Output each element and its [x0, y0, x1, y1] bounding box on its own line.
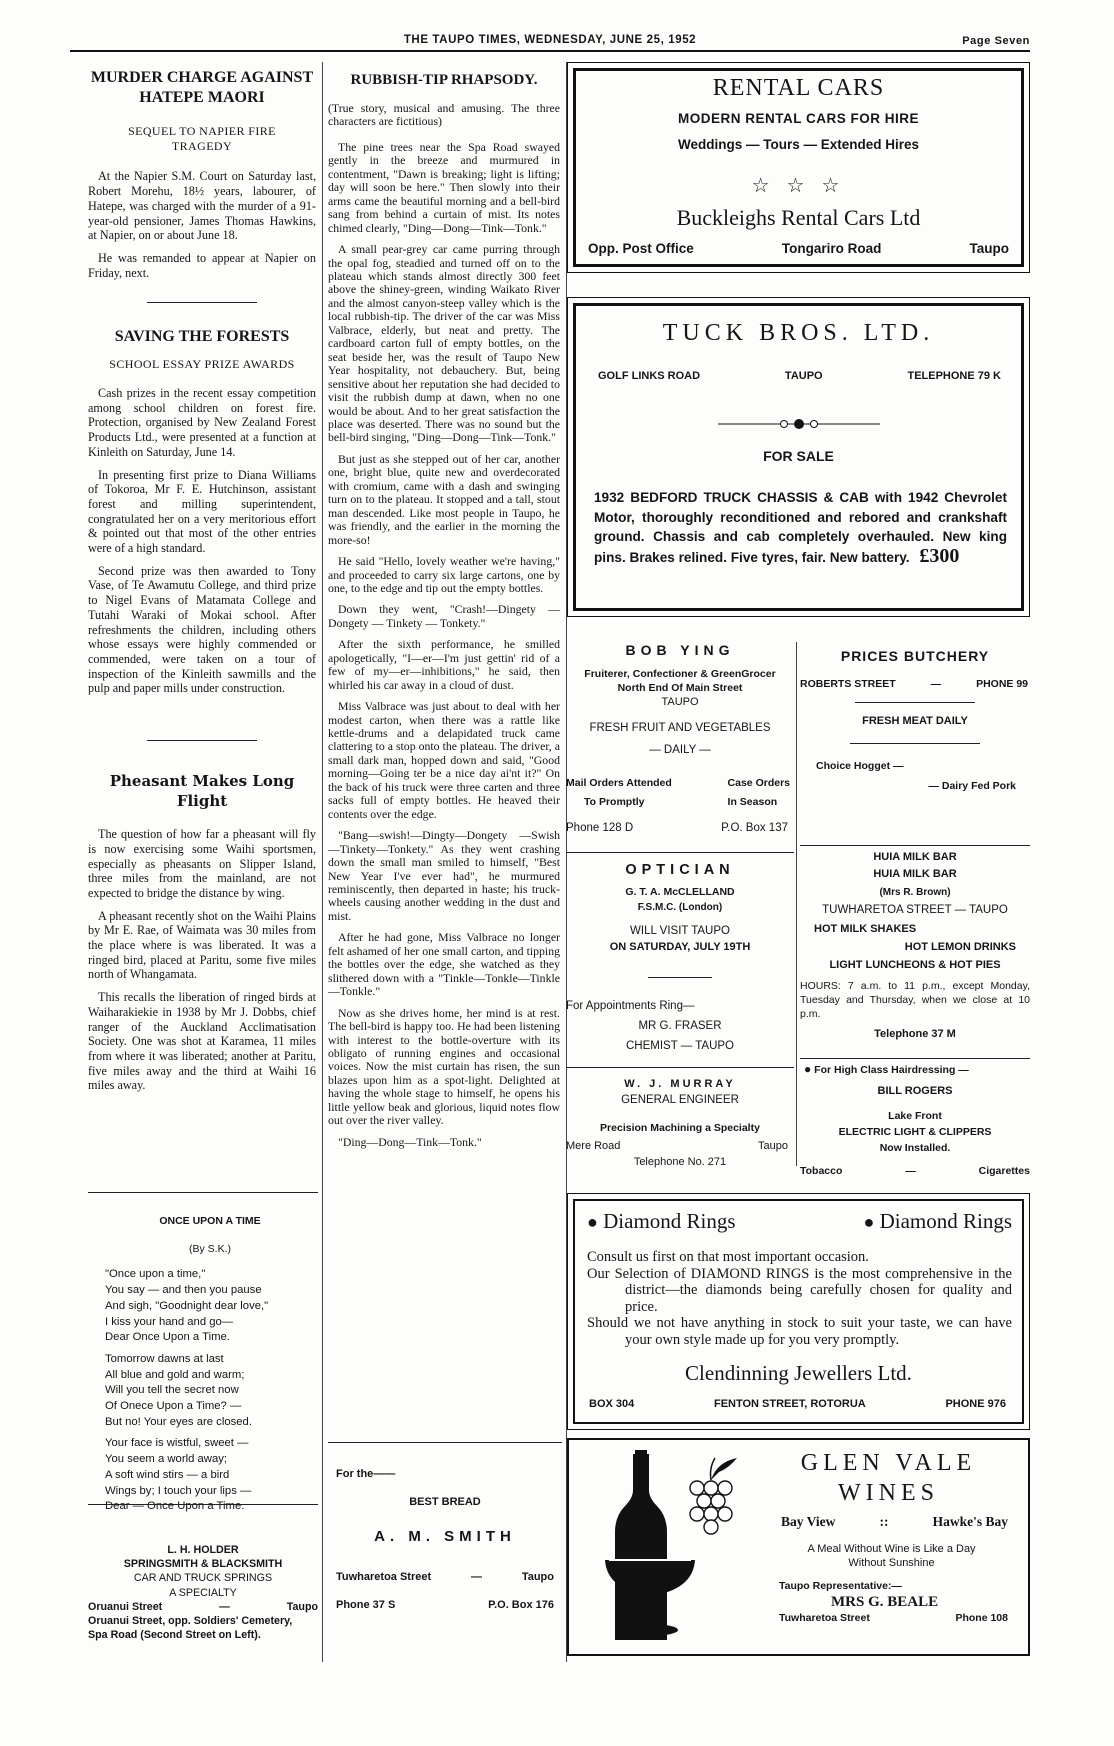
huia-ad — [800, 850, 1030, 1042]
poem-line: Your face is wistful, sweet — — [105, 1437, 249, 1450]
poem — [105, 1214, 315, 1515]
page-number: Page Seven — [962, 35, 1030, 47]
murray-specialty: Precision Machining a Specialty — [600, 1122, 760, 1134]
bobying-contact — [566, 822, 794, 834]
tuck-price: £300 — [919, 544, 960, 567]
rubbish-paragraph-10: Now as she drives home, her mind is at rest. The bell-bird is happy too. He had been listening with interest to the bottle-overture with its obligato of running engines and occasional voices. Now the mist curtain has risen, the sun blazes upon him as a spot-light. Delighted at having the whole stage to himself, he opens his little yellow beak and glorious, liquid notes flow out over the river valley. — [328, 1005, 560, 1128]
bread-box: P.O. Box 176 — [488, 1599, 554, 1611]
rubbish-paragraph-1: The pine trees near the Spa Road swayed gently in the breeze and murmured in contentment, "Dawn is breaking; light is lifting; day will soon be here." Then slowly into their arms came the beautiful morning and a bell-bird sang from behind a curtain of mist. Its notes chimed clearly, "Ding—Dong—Tink—Tonk." — [328, 139, 560, 235]
wines-rep-label: Taupo Representative:— — [779, 1580, 902, 1592]
rubbish-paragraph-9: After he had gone, Miss Valbrace no longer felt ashamed of her one small carton, and tipping the bottles over the edge, she watched as they slithered down with a "Tinkle—Tonkle—Tinkle—Tonkle." — [328, 930, 560, 999]
rental-subtitle: MODERN RENTAL CARS FOR HIRE — [677, 111, 919, 126]
ornament-divider-icon — [718, 418, 880, 430]
wines-slogan-1: A Meal Without Wine is Like a Day — [807, 1543, 976, 1555]
bread-street: Tuwharetoa Street — [336, 1571, 432, 1583]
wines-rep-phone: Phone 108 — [955, 1612, 1008, 1624]
huia-title-1: HUIA MILK BAR — [873, 851, 957, 863]
poem-line: Dear — Once Upon a Time. — [105, 1500, 245, 1513]
rental-address — [588, 241, 1009, 256]
poem-line: But no! Your eyes are closed. — [105, 1415, 252, 1428]
bobying-case — [728, 774, 794, 812]
tuck-body: 1932 BEDFORD TRUCK CHASSIS & CAB with 1942 Chevrolet Motor, thoroughly reconditioned and rebored and crankshaft ground. Chassis and cab completely overhauled. New king pins. Brakes relined. Five tyres, fair. New battery. — [594, 490, 1007, 565]
rogers-products — [800, 1164, 1030, 1179]
prices-dash: — — [930, 678, 942, 690]
poem-title: ONCE UPON A TIME — [159, 1215, 261, 1227]
bread-phone: Phone 37 S — [336, 1599, 396, 1611]
star-icon: ☆ ☆ ☆ — [751, 175, 846, 197]
rubbish-paragraph-7: Miss Valbrace was just about to deal with her modest carton, when there was a rattle like kettle-drums and a delapidated truck came clattering to a stop onto the plateau. The driver, a small dark man, hopped down and said, "Good morning—Going ter be a nice day ai'nt it?" On the back of his truck were three carten and three sacks full of empty bottles. He heaved their contents over the edge. — [328, 699, 560, 821]
forests-paragraph-3: Second prize was then awarded to Tony Vase, of Te Awamutu College, and third prize to Nigel Evans of Matamata College and Tutahi Waraki of Mokai school. After refreshments the children, including others whose essays were highly commended or commended, were taken on a tour of inspection of the Kinleith sawmills and the pulp and paper mills under construction. — [88, 563, 316, 696]
tuck-road: GOLF LINKS ROAD — [598, 370, 701, 382]
bobying-mail-1: Mail Orders Attended — [566, 777, 672, 789]
poem-line: You seem a world away; — [105, 1453, 228, 1466]
diamond-para-3: Should we not have anything in stock to suit your taste, we can have your own style made up for you very promptly. — [587, 1315, 1012, 1348]
wines-rep-name: MRS G. BEALE — [831, 1594, 939, 1610]
pheasant-headline-line-2: Flight — [176, 792, 228, 811]
holder-town: Taupo — [286, 1600, 318, 1613]
holder-address-2: Oruanui Street, opp. Soldiers' Cemetery, — [88, 1615, 293, 1628]
wines-place-sep: :: — [879, 1514, 889, 1529]
murray-ad — [566, 1078, 794, 1168]
poem-line: A soft wind stirs — a bird — [105, 1468, 230, 1481]
murray-trade: GENERAL ENGINEER — [621, 1094, 739, 1106]
murray-road: Mere Road — [566, 1140, 621, 1152]
wines-ad — [567, 1438, 1030, 1656]
forests-paragraph-2: In presenting first prize to Diana Williams of Tokoroa, Mr F. E. Hutchinson, assistant forest and milling superintendent, congratulated her on a very meritorious effort & pointed out that most of the other entries were of a high standard. — [88, 467, 316, 556]
bread-for-the: For the—— — [336, 1468, 396, 1480]
holder-trade: SPRINGSMITH & BLACKSMITH — [123, 1558, 283, 1571]
poem-stanza-1 — [105, 1267, 315, 1346]
divider — [147, 302, 257, 303]
murder-paragraph-1: At the Napier S.M. Court on Saturday last, Robert Morehu, 18½ years, labourer, of Hatepe, was charged with the murder of a 91-year-old pensioner, James Thomas Hawkins, at Napier, on or about June 18. — [88, 169, 316, 243]
huia-shakes: HOT MILK SHAKES — [814, 923, 917, 935]
murray-address — [566, 1140, 794, 1152]
rogers-service: ELECTRIC LIGHT & CLIPPERS — [838, 1126, 992, 1138]
bread-baker: A. M. SMITH — [374, 1528, 516, 1545]
rogers-dash: — — [905, 1165, 916, 1177]
rubbish-paragraph-4: He said "Hello, lovely weather we're having," and proceeded to carry six large cartons, one by one, to the edge and tip out the empty bottles. — [328, 554, 560, 595]
bobying-town: TAUPO — [661, 696, 699, 708]
poem-line: Of Onece Upon a Time? — — [105, 1400, 242, 1413]
diamond-title-right: Diamond Rings — [879, 1209, 1012, 1233]
rubbish-paragraph-6: After the sixth performance, he smilled apologetically, "I—er—I'm just gettin' rid of a few of my—er—inhibitions," he said, then whirled his car away in a cloud of dust. — [328, 637, 560, 692]
poem-line: And sigh, "Goodnight dear love," — [105, 1299, 269, 1312]
bullet-icon: ● — [587, 1212, 598, 1232]
wine-bottle-and-glass-icon — [585, 1448, 755, 1648]
holder-street: Oruanui Street — [88, 1600, 163, 1613]
bobying-title: BOB YING — [625, 642, 735, 658]
bread-address — [336, 1571, 554, 1583]
rubbish-paragraph-8: "Bang—swish!—Dingty—Dongety —Swish—Tinkety—Tonkety." As they went crashing down the small man smiled to himself, "Best New Year I've ever had", he murmured reminiscently, then departed in haste; his truck-wheels causing another wedding in the dust and mist. — [328, 828, 560, 923]
bobying-case-1: Case Orders — [727, 777, 790, 789]
column-1 — [88, 68, 316, 1101]
wines-title-1: GLEN VALE — [800, 1450, 977, 1476]
optician-agent-role: CHEMIST — TAUPO — [626, 1040, 734, 1052]
tuck-address — [598, 370, 1001, 382]
divider — [566, 1067, 794, 1068]
bobying-location: North End Of Main Street — [617, 682, 743, 694]
prices-street: ROBERTS STREET — [800, 678, 896, 690]
divider — [566, 852, 794, 853]
diamond-line-1: Consult us first on that most important occasion. — [587, 1249, 869, 1265]
optician-ad — [566, 862, 794, 1052]
poem-line: Will you tell the secret now — [105, 1384, 239, 1397]
prices-title: PRICES BUTCHERY — [840, 648, 990, 664]
rubbish-paragraph-2: A small pear-grey car came purring through the opal fog, steadied and turned off on to the plateau which stands almost directly 300 feet above the shiney-green, winding Waikato River and the almost canyon-steep valley which is the local rubbish-tip. The driver of the car was Miss Valbrace, elderly, but neat and pretty. The cardboard carton full of empty bottles, on the seat beside her, was the result of Taupo New Year hospitality, not debauchery. But, being sensitive about her reputation she had decided to visit the rubbish dump at dawn, when no one would be about. And to her great satisfaction the place was deserted. There was no sound but the bell-bird singing, "Ding—Dong—Tink—Tonk." — [328, 242, 560, 445]
holder-dash: — — [219, 1600, 230, 1613]
poem-line: Wings by; I touch your lips — — [105, 1484, 252, 1497]
optician-name: G. T. A. McCLELLAND — [625, 886, 735, 898]
poem-stanza-2 — [105, 1352, 315, 1431]
diamond-body — [587, 1249, 1012, 1349]
bullet-icon: ● — [804, 1062, 812, 1076]
prices-address — [800, 678, 1030, 690]
murray-name: W. J. MURRAY — [624, 1078, 736, 1090]
wines-rep-contact — [779, 1612, 1008, 1624]
rental-addr-right: Taupo — [969, 241, 1009, 256]
prices-fresh: FRESH MEAT DAILY — [862, 715, 968, 727]
murray-town: Taupo — [758, 1140, 788, 1152]
diamond-title — [587, 1209, 1012, 1234]
murder-subhead — [88, 124, 316, 153]
rubbish-headline: RUBBISH-TIP RHAPSODY. — [350, 72, 538, 88]
diamond-title-left: Diamond Rings — [603, 1209, 736, 1233]
rental-addr-mid: Tongariro Road — [781, 241, 882, 256]
divider — [800, 1058, 1030, 1059]
wines-title — [755, 1448, 1022, 1508]
poem-line: Tomorrow dawns at last — [105, 1352, 224, 1365]
murder-headline-line-2: HATEPE MAORI — [139, 89, 265, 106]
bobying-trade: Fruiterer, Confectioner & GreenGrocer — [584, 668, 776, 680]
huia-street: TUWHARETOA STREET — TAUPO — [822, 904, 1008, 916]
rental-company: Buckleighs Rental Cars Ltd — [676, 205, 921, 230]
huia-food: LIGHT LUNCHEONS & HOT PIES — [829, 959, 1001, 971]
forests-paragraph-1: Cash prizes in the recent essay competition among school children on forest fire. Protection, organised by New Zealand Forest Products Ltd., were presented at a function at Kinleith on Saturday, June 14. — [88, 386, 316, 459]
tuck-ad — [573, 303, 1024, 611]
wines-place-right: Hawke's Bay — [932, 1514, 1008, 1529]
diamond-ad — [573, 1199, 1024, 1424]
poem-line: You say — and then you pause — [105, 1284, 262, 1297]
bobying-produce: FRESH FRUIT AND VEGETABLES — [589, 722, 771, 734]
bobying-mail — [566, 774, 672, 812]
rental-ad — [573, 68, 1024, 267]
wines-title-2: WINES — [838, 1480, 939, 1506]
masthead — [70, 32, 1030, 52]
tuck-town: TAUPO — [784, 370, 823, 382]
optician-title: OPTICIAN — [625, 862, 735, 878]
diamond-title-right-wrap — [863, 1209, 1012, 1234]
huia-owner: (Mrs R. Brown) — [879, 887, 951, 898]
divider — [855, 702, 975, 703]
prices-ad — [800, 648, 1030, 792]
diamond-para-2: Our Selection of DIAMOND RINGS is the most comprehensive in the district—the diamonds being carefully chosen for quality and price. — [587, 1265, 1012, 1315]
holder-line-2: A SPECIALTY — [169, 1586, 237, 1599]
divider — [850, 743, 980, 744]
holder-address-3: Spa Road (Second Street on Left). — [88, 1629, 261, 1642]
bobying-mail-2: To Promptly — [584, 796, 645, 808]
optician-agent: MR G. FRASER — [638, 1020, 722, 1032]
divider — [648, 977, 712, 978]
huia-title-2: HUIA MILK BAR — [873, 868, 957, 880]
bread-dash: — — [470, 1571, 482, 1583]
tuck-description — [594, 488, 1007, 567]
bread-town: Taupo — [521, 1571, 554, 1583]
prices-hogget: Choice Hogget — — [816, 760, 904, 772]
huia-phone: Telephone 37 M — [874, 1028, 956, 1040]
optician-quals: F.S.M.C. (London) — [637, 902, 723, 913]
prices-phone: PHONE 99 — [976, 678, 1028, 690]
bobying-phone: Phone 128 D — [566, 822, 634, 834]
forests-headline: SAVING THE FORESTS — [114, 328, 290, 346]
poem-line: "Once upon a time," — [105, 1268, 206, 1281]
tuck-for-sale: FOR SALE — [763, 448, 834, 464]
poem-line: Dear Once Upon a Time. — [105, 1331, 230, 1344]
divider — [328, 1442, 562, 1443]
tuck-title: TUCK BROS. LTD. — [662, 320, 935, 346]
huia-hours: HOURS: 7 a.m. to 11 p.m., except Monday, Tuesday and Thursday, when we close at 10 p.m. — [800, 980, 1030, 1020]
rental-addr-left: Opp. Post Office — [588, 241, 694, 256]
murray-phone: Telephone No. 271 — [633, 1156, 727, 1168]
murder-headline-line-1: MURDER CHARGE AGAINST — [90, 69, 314, 86]
forests-subhead: SCHOOL ESSAY PRIZE AWARDS — [109, 357, 295, 372]
rubbish-paragraph-11: "Ding—Dong—Tink—Tonk." — [338, 1134, 482, 1149]
murder-headline — [88, 68, 316, 108]
bobying-orders — [566, 774, 794, 812]
diamond-title-left-wrap — [587, 1209, 736, 1234]
tuck-phone: TELEPHONE 79 K — [907, 370, 1001, 382]
divider — [147, 740, 257, 741]
optician-visit: WILL VISIT TAUPO — [630, 925, 730, 937]
diamond-address — [589, 1398, 1006, 1410]
poem-byline: (By S.K.) — [188, 1242, 231, 1255]
holder-line-1: CAR AND TRUCK SPRINGS — [133, 1572, 273, 1585]
optician-date: ON SATURDAY, JULY 19TH — [609, 941, 751, 953]
holder-name: L. H. HOLDER — [167, 1544, 239, 1556]
bobying-daily: — DAILY — — [649, 744, 711, 756]
bobying-ad — [566, 642, 794, 834]
bread-ad — [336, 1468, 554, 1611]
rogers-cigarettes: Cigarettes — [978, 1165, 1030, 1177]
pheasant-headline-line-1: Pheasant Makes Long — [109, 772, 295, 791]
rogers-tobacco: Tobacco — [800, 1165, 843, 1177]
wines-place-left: Bay View — [781, 1514, 836, 1529]
rogers-place: Lake Front — [888, 1110, 942, 1122]
wines-rep-street: Tuwharetoa Street — [779, 1612, 870, 1624]
rogers-ad — [800, 1062, 1030, 1179]
murder-subhead-line-2: TRAGEDY — [171, 138, 233, 153]
rogers-name: BILL ROGERS — [877, 1085, 953, 1097]
rogers-installed: Now Installed. — [879, 1142, 951, 1154]
rental-title: RENTAL CARS — [712, 75, 885, 101]
murder-paragraph-2: He was remanded to appear at Napier on Friday, next. — [88, 250, 316, 280]
bobying-box: P.O. Box 137 — [721, 822, 788, 834]
diamond-street: FENTON STREET, ROTORUA — [713, 1398, 866, 1410]
rubbish-paragraph-5: Down they went, "Crash!—Dingety — Dongety — Tinkety — Tonkety." — [328, 602, 560, 630]
ad-column-rule — [796, 642, 797, 1166]
pheasant-paragraph-2: A pheasant recently shot on the Waihi Plains by Mr E. Rae, of Waimata was 30 miles from the place where is was liberated. It was a ringed bird, placed at Paritu, some five miles north of Whangamata. — [88, 908, 316, 982]
rogers-tagline-text: For High Class Hairdressing — — [814, 1064, 969, 1076]
wines-slogan-2: Without Sunshine — [848, 1557, 935, 1569]
prices-pork: — Dairy Fed Pork — [928, 780, 1016, 792]
column-2 — [328, 70, 560, 1157]
pheasant-paragraph-3: This recalls the liberation of ringed birds at Waiharakiekie in 1938 by Mr J. Dobbs, chief ranger of the Auckland Acclimatisation Society. One was shot at Karamea, 11 miles from where it was liberated; another at Paritu, five miles away and the third at Waihi 16 miles away. — [88, 990, 316, 1093]
bobying-case-2: In Season — [727, 796, 778, 808]
wines-place — [781, 1514, 1008, 1530]
newspaper-title: THE TAUPO TIMES, WEDNESDAY, JUNE 25, 1952 — [403, 34, 697, 46]
poem-line: All blue and gold and warm; — [105, 1368, 245, 1381]
holder-address-row — [88, 1600, 318, 1614]
pheasant-paragraph-1: The question of how far a pheasant will fly is now exercising some Waihi sportsmen, especially as pheasants on Slipper Island, three miles from the mainland, are not expected to bridge the distance by wing. — [88, 827, 316, 900]
bullet-icon: ● — [863, 1212, 875, 1232]
diamond-phone: PHONE 976 — [945, 1398, 1006, 1410]
diamond-company: Clendinning Jewellers Ltd. — [685, 1361, 912, 1385]
diamond-box: BOX 304 — [589, 1398, 635, 1410]
rubbish-intro: (True story, musical and amusing. The three characters are fictitious) — [328, 101, 560, 129]
divider — [88, 1192, 318, 1193]
pheasant-headline — [88, 771, 316, 811]
murder-subhead-line-1: SEQUEL TO NAPIER FIRE — [128, 124, 276, 138]
divider — [88, 1504, 318, 1505]
rental-services: Weddings — Tours — Extended Hires — [677, 137, 920, 152]
rubbish-paragraph-3: But just as she stepped out of her car, another one, bright blue, quite new and overdecorated with cromium, came with a dash and swinging turn on to the plateau. It stopped and a tall, stout man descended. Like most people in Taupo, he was friendly, and the earlier in the morning the more-so! — [328, 451, 560, 547]
wines-slogan — [761, 1542, 1022, 1570]
holder-ad — [88, 1543, 318, 1642]
divider — [800, 845, 1030, 846]
poem-line: I kiss your hand and go— — [105, 1315, 234, 1328]
optician-appointments: For Appointments Ring— — [566, 1000, 695, 1012]
bread-product: BEST BREAD — [409, 1496, 481, 1508]
column-rule-1 — [322, 62, 323, 1662]
bread-contact — [336, 1599, 554, 1611]
rogers-tagline — [800, 1062, 1030, 1078]
huia-drinks: HOT LEMON DRINKS — [904, 941, 1016, 953]
